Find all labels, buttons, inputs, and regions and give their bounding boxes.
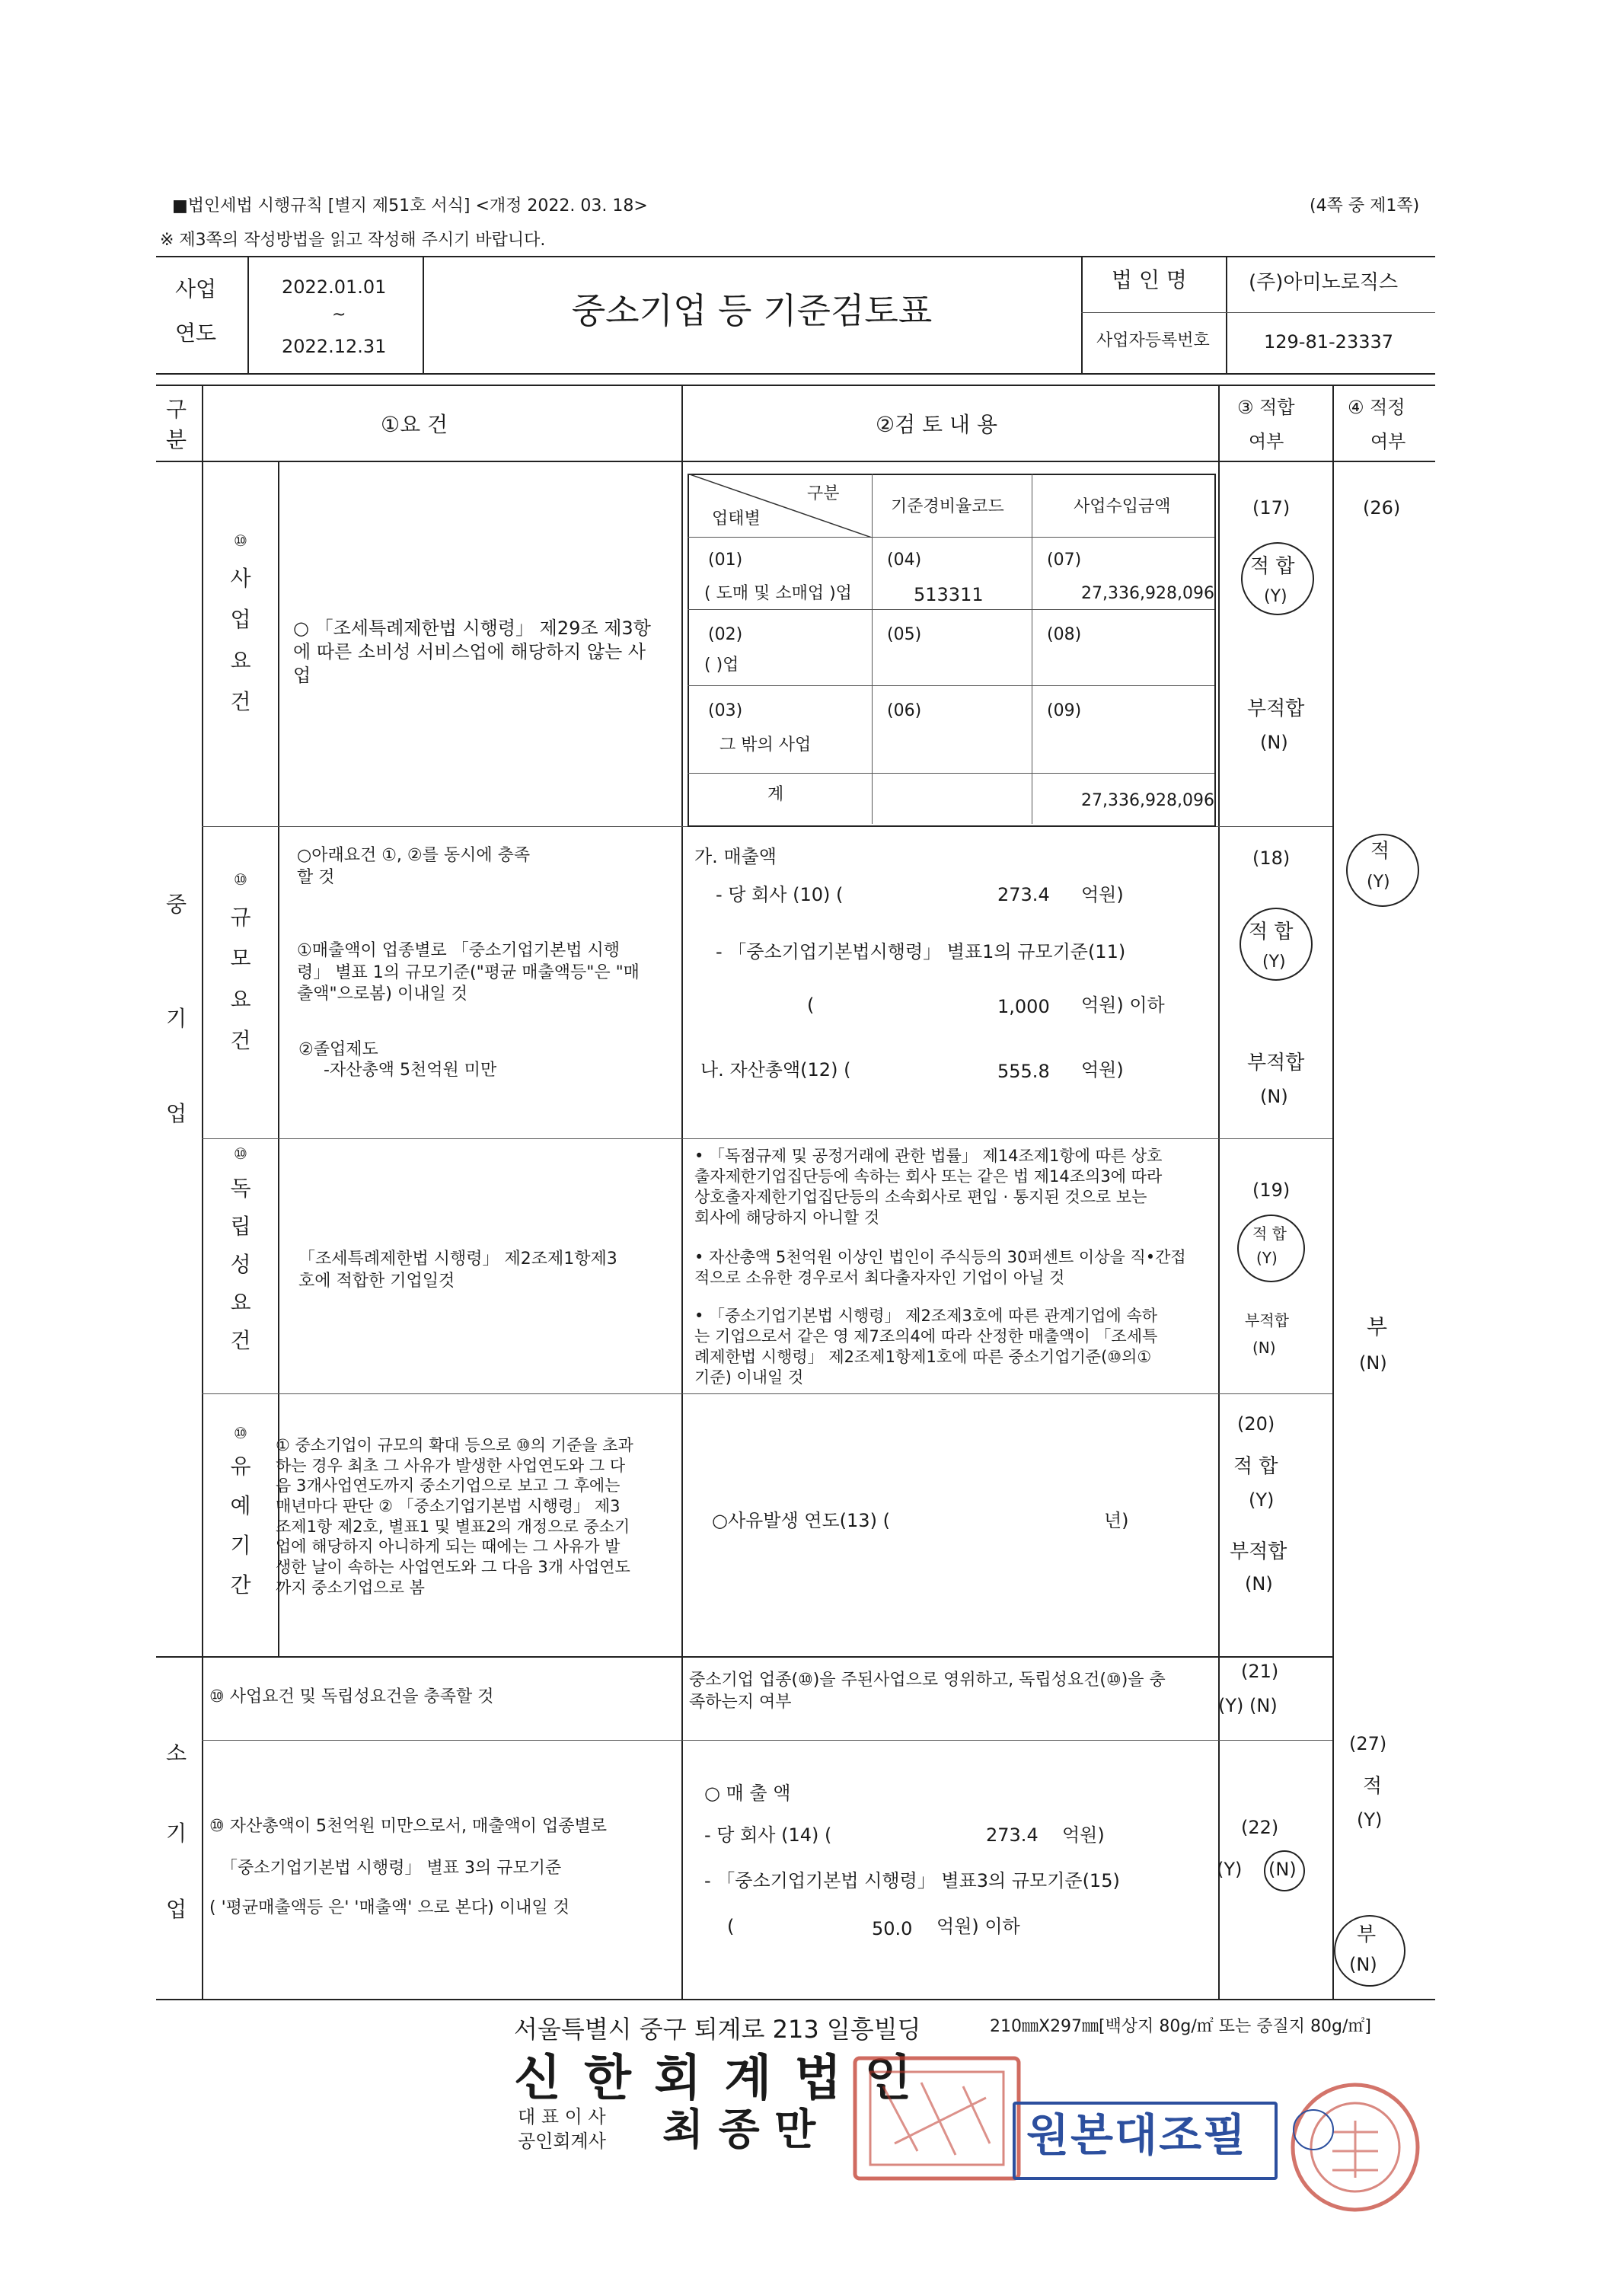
sec102-rev-5: 나. 자산총액(12) ( <box>700 1059 851 1080</box>
side-medium-1: 중 <box>166 892 187 917</box>
page-title: 중소기업 등 기준검토표 <box>571 290 933 331</box>
table-head-code: 기준경비율코드 <box>891 497 1004 516</box>
footer-rep-name: 최 종 만 <box>662 2105 816 2155</box>
reg-no-label: 사업자등록번호 <box>1096 331 1210 350</box>
small-blue-seal-icon <box>1293 2109 1334 2150</box>
sec104-fit-yes: 적 합 <box>1233 1455 1278 1478</box>
sec101-label: ⑩ 사 업 요 건 <box>230 531 251 714</box>
page-info: (4쪽 중 제1쪽) <box>1310 196 1420 215</box>
side-small-1: 소 <box>166 1741 187 1766</box>
row3-code-no: (06) <box>887 701 922 720</box>
col-requirement: ①요 건 <box>381 412 448 437</box>
sec102-rev-3: - 「중소기업기본법시행령」 별표1의 규모기준(11) <box>716 941 1126 962</box>
row3-type: 그 밖의 사업 <box>719 736 812 755</box>
sec106-col4-yes-y: (Y) <box>1357 1809 1383 1831</box>
sec106-fit-n: (N) <box>1268 1859 1297 1880</box>
sec106-col4-yes: 적 <box>1363 1775 1383 1798</box>
sec103-rev-1: • 「독점규제 및 공정거래에 관한 법률」 제14조제1항에 따른 상호출자제한기업집단등에 속하는 회사 또는 같은 법 제14조의3에 따라 상호출자제한기업집단등의 소속회사로 편입 · 통지된 것으로 보는 회사에 해당하지 아니할 것 <box>694 1147 1163 1227</box>
sec103-col4-no-n: (N) <box>1359 1352 1387 1374</box>
row2-no: (02) <box>708 625 743 644</box>
row3-no: (03) <box>708 701 743 720</box>
row2-code-no: (05) <box>887 625 922 644</box>
row1-code: 513311 <box>914 584 984 605</box>
sec106-rev-4: ( <box>727 1916 735 1937</box>
sec103-requirement: 「조세특례제한법 시행령」 제2조제1항제3호에 적합한 기업일것 <box>298 1250 617 1291</box>
period-end: 2022.12.31 <box>282 336 387 357</box>
sec103-fit-yes-y: (Y) <box>1256 1249 1278 1267</box>
sec106-col4-bu-n: (N) <box>1349 1954 1377 1975</box>
sec103-fit-no-n: (N) <box>1252 1339 1276 1357</box>
total-label: 계 <box>767 785 784 804</box>
col-gubun-2: 분 <box>166 427 187 452</box>
side-medium-3: 업 <box>166 1101 187 1126</box>
sec102-rev-2-val: 273.4 <box>997 884 1050 905</box>
sec102-req-4: -자산총액 5천억원 미만 <box>324 1061 497 1080</box>
sec106-fit-no: (22) <box>1241 1817 1279 1838</box>
corp-name-label: 법 인 명 <box>1112 267 1187 292</box>
row1-type: ( 도매 및 소매업 )업 <box>704 584 852 603</box>
sec105-requirement: ⑩ 사업요건 및 독립성요건을 충족할 것 <box>209 1687 494 1706</box>
corporate-seal-icon <box>849 2052 1028 2185</box>
total-amt: 27,336,928,096 <box>1081 791 1214 810</box>
footer-rep-2: 공인회계사 <box>518 2131 606 2152</box>
period-label-1: 사업 <box>175 276 217 302</box>
sec104-review: ○사유발생 연도(13) ( <box>712 1510 890 1531</box>
col-fit3-2: 여부 <box>1249 431 1284 452</box>
col-fit4-1: ④ 적정 <box>1348 397 1405 418</box>
sec102-rev-2-unit: 억원) <box>1081 884 1124 905</box>
sec105-review: 중소기업 업종(⑩)을 주된사업으로 영위하고, 독립성요건(⑩)을 충족하는지 여부 <box>689 1671 1166 1712</box>
sec101-fit-yes-y: (Y) <box>1264 587 1287 606</box>
sec102-rev-4-unit: 억원) 이하 <box>1081 994 1165 1016</box>
period-start: 2022.01.01 <box>282 276 387 298</box>
instruction-note: ※ 제3쪽의 작성방법을 읽고 작성해 주시기 바랍니다. <box>160 231 546 250</box>
sec102-rev-1: 가. 매출액 <box>694 846 777 867</box>
table-head-gubun: 구분 <box>807 484 840 503</box>
sec102-req-3: ②졸업제도 <box>298 1040 378 1059</box>
sec104-review-unit: 년) <box>1104 1510 1129 1531</box>
period-tilde: ~ <box>332 305 346 324</box>
sec102-fit-no-n: (N) <box>1260 1086 1288 1107</box>
sec106-rev-2-unit: 억원) <box>1062 1824 1105 1846</box>
side-medium-2: 기 <box>166 1006 187 1031</box>
sec106-rev-4-unit: 억원) 이하 <box>936 1916 1020 1937</box>
col-review: ②검 토 내 용 <box>876 412 997 437</box>
sec102-rev-5-unit: 억원) <box>1081 1059 1124 1080</box>
row1-no: (01) <box>708 551 743 570</box>
sec101-requirement: ○ 「조세특례제한법 시행령」 제29조 제3항에 따른 소비성 서비스업에 해당하지 않는 사업 <box>293 618 651 687</box>
sec106-rev-1: ○ 매 출 액 <box>704 1783 791 1804</box>
sec101-fit-no-label: 부적합 <box>1247 697 1305 720</box>
regulation-line: ■법인세법 시행규칙 [별지 제51호 서식] <개정 2022. 03. 18> <box>172 196 648 215</box>
sec104-fit-no-n: (N) <box>1245 1573 1273 1594</box>
sec102-rev-4-val: 1,000 <box>997 996 1050 1017</box>
sec106-col4-bu: 부 <box>1357 1923 1377 1946</box>
sec103-col4-no: 부 <box>1367 1314 1388 1339</box>
footer-rep-1: 대 표 이 사 <box>518 2106 606 2127</box>
sec102-fit-no-label: 부적합 <box>1247 1052 1305 1074</box>
sec102-rev-4: ( <box>807 994 815 1016</box>
col-fit3-1: ③ 적합 <box>1237 397 1295 418</box>
sec102-fit-yes-y: (Y) <box>1262 953 1286 972</box>
sec106-rev-3: - 「중소기업기본법 시행령」 별표3의 규모기준(15) <box>704 1870 1120 1891</box>
sec105-fit-no: (21) <box>1241 1661 1279 1682</box>
row1-amt: 27,336,928,096 <box>1081 584 1214 603</box>
sec103-rev-3: • 「중소기업기본법 시행령」 제2조제3호에 따른 관계기업에 속하는 기업으로서 같은 영 제7조의4에 따라 산정한 매출액이 「조세특례제한법 시행령」 제2조제1항제1호에 따른 중소기업기준(⑩의①기준) 이내일 것 <box>694 1307 1158 1387</box>
table-head-amount: 사업수입금액 <box>1074 497 1171 516</box>
sec102-col4-yes-y: (Y) <box>1367 873 1390 892</box>
sec106-col4-no: (27) <box>1349 1733 1387 1754</box>
sec102-fit-yes: 적 합 <box>1249 921 1294 943</box>
corp-name: (주)아미노로직스 <box>1249 271 1399 294</box>
sec102-col4-yes: 적 <box>1370 840 1390 863</box>
sec103-fit-no-label: 부적합 <box>1245 1311 1289 1329</box>
sec104-label: ⑩ 유 예 기 간 <box>230 1424 251 1598</box>
sec106-req-1: ⑩ 자산총액이 5천억원 미만으로서, 매출액이 업종별로 <box>209 1817 607 1836</box>
sec106-rev-4-val: 50.0 <box>872 1918 913 1939</box>
sec102-req-2: ①매출액이 업종별로 「중소기업기본법 시행령」 별표 1의 규모기준("평균 매출액등"은 "매출액"으로봄) 이내일 것 <box>297 941 640 1004</box>
period-label-2: 연도 <box>175 321 217 346</box>
row3-amt-no: (09) <box>1047 701 1082 720</box>
sec102-label: ⑩ 규 모 요 건 <box>230 870 251 1053</box>
sec101-fit-no: (17) <box>1252 497 1291 519</box>
row2-type: ( )업 <box>704 656 739 675</box>
sec101-fit-no-n: (N) <box>1260 732 1288 753</box>
sec106-fit-y: (Y) <box>1217 1859 1243 1880</box>
sec106-rev-2: - 당 회사 (14) ( <box>704 1824 832 1846</box>
sec102-rev-2: - 당 회사 (10) ( <box>716 884 844 905</box>
sec102-fit-no: (18) <box>1252 847 1291 869</box>
side-small-2: 기 <box>166 1821 187 1846</box>
verification-stamp-text: 원본대조필 <box>1026 2109 1248 2161</box>
row2-amt-no: (08) <box>1047 625 1082 644</box>
sec106-req-2: 「중소기업기본법 시행령」 별표 3의 규모기준 <box>221 1859 562 1878</box>
footer-address: 서울특별시 중구 퇴계로 213 일흥빌딩 <box>514 2015 921 2044</box>
col-gubun-1: 구 <box>166 397 187 422</box>
sec103-fit-yes: 적 합 <box>1252 1224 1287 1243</box>
reg-no: 129-81-23337 <box>1264 331 1394 353</box>
sec101-col4-no: (26) <box>1363 497 1401 519</box>
sec103-rev-2: • 자산총액 5천억원 이상인 법인이 주식등의 30퍼센트 이상을 직•간접적으로 소유한 경우로서 최다출자자인 기업이 아닐 것 <box>694 1248 1186 1287</box>
sec104-fit-no-label: 부적합 <box>1230 1540 1287 1563</box>
col-fit4-2: 여부 <box>1370 431 1406 452</box>
sec104-fit-yes-y: (Y) <box>1249 1489 1275 1511</box>
footer-firm: 신 한 회 계 법 인 <box>514 2050 915 2107</box>
sec104-requirement: ① 중소기업이 규모의 확대 등으로 ⑩의 기준을 초과하는 경우 최초 그 사유가 발생한 사업연도와 그 다음 3개사업연도까지 중소기업으로 보고 그 후에는 매년마다 판단 ② 「중소기업기본법 시행령」 제3조제1항 제2호, 별표1 및 별표2의 개정으로 중소기업에 해당하지 아니하게 되는 때에는 그 사유가 발생한 날이 속하는 사업연도와 그 다음 3개 사업연도까지 중소기업으로 봄 <box>276 1436 633 1597</box>
sec106-req-3: ( '평균매출액등 은' '매출액' 으로 본다) 이내일 것 <box>209 1898 570 1917</box>
sec104-fit-no: (20) <box>1237 1413 1275 1435</box>
sec103-fit-no: (19) <box>1252 1179 1291 1201</box>
sec102-req-1: ○아래요건 ①, ②를 동시에 충족할 것 <box>297 846 531 887</box>
side-small-3: 업 <box>166 1897 187 1922</box>
footer-paper: 210㎜X297㎜[백상지 80g/㎡ 또는 중질지 80g/㎡] <box>990 2017 1371 2036</box>
sec102-rev-5-val: 555.8 <box>997 1061 1050 1082</box>
sec101-fit-yes: 적 합 <box>1250 555 1295 578</box>
row1-amt-no: (07) <box>1047 551 1082 570</box>
sec103-label: ⑩ 독 립 성 요 건 <box>230 1144 251 1353</box>
sec105-fit-yn: (Y) (N) <box>1218 1695 1278 1716</box>
row1-code-no: (04) <box>887 551 922 570</box>
table-head-type: 업태별 <box>712 509 761 528</box>
sec106-rev-2-val: 273.4 <box>986 1824 1039 1846</box>
